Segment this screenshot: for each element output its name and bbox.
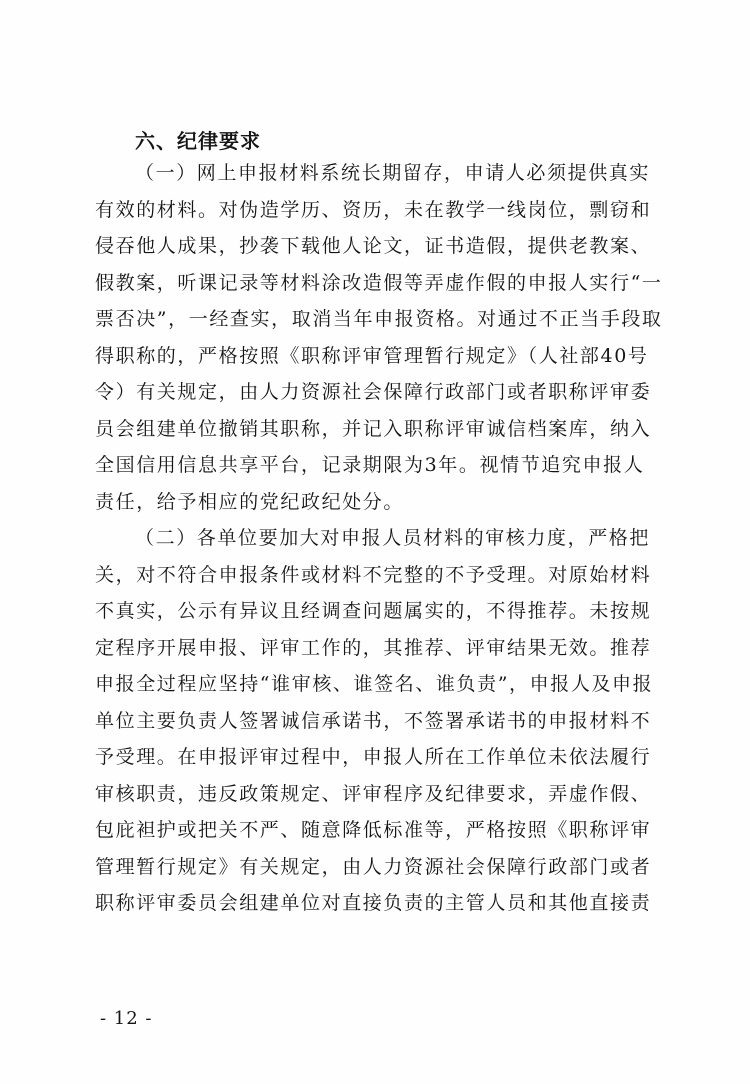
text-line: 票否决”，一经查实，取消当年申报资格。对通过不正当手段取 [95,308,663,330]
text-line: 有效的材料。对伪造学历、资历，未在教学一线岗位，剽窃和 [95,198,652,221]
text-line: 不真实，公示有异议且经调查问题属实的，不得推荐。未按规 [95,600,652,622]
text-line: 假教案，听课记录等材料涂改造假等弄虚作假的申报人实行“一 [95,271,663,294]
text-line: （二）各单位要加大对申报人员材料的审核力度，严格把 [135,527,651,549]
text-line: 责任，给予相应的党纪政纪处分。 [95,490,405,513]
text-line: 申报全过程应坚持“谁审核、谁签名、谁负责”，申报人及申报 [95,673,654,695]
text-line: 定程序开展申报、评审工作的，其推荐、评审结果无效。推荐 [95,636,652,659]
text-line: 予受理。在申报评审过程中，申报人所在工作单位未依法履行 [95,746,652,768]
section-heading: 六、纪律要求 [135,129,261,153]
text-line: 侵吞他人成果，抄袭下载他人论文，证书造假，提供老教案、 [95,235,652,257]
text-line: （一）网上申报材料系统长期留存，申请人必须提供真实 [135,162,651,184]
text-line: 审核职责，违反政策规定、评审程序及纪律要求，弄虚作假、 [95,782,652,805]
text-line: 关，对不符合申报条件或材料不完整的不予受理。对原始材料 [95,563,652,586]
text-line: 令）有关规定，由人力资源社会保障行政部门或者职称评审委 [95,381,652,403]
text-line: 包庇袒护或把关不严、随意降低标准等，严格按照《职称评审 [95,819,652,841]
text-line: 得职称的，严格按照《职称评审管理暂行规定》（人社部40号 [95,344,649,367]
text-line: 单位主要负责人签署诚信承诺书，不签署承诺书的申报材料不 [95,709,652,732]
text-line: 职称评审委员会组建单位对直接负责的主管人员和其他直接责 [95,892,652,914]
page-number: - 12 - [100,1008,153,1029]
body-text [95,155,665,922]
text-line: 管理暂行规定》有关规定，由人力资源社会保障行政部门或者 [95,855,652,878]
text-line: 员会组建单位撤销其职称，并记入职称评审诚信档案库，纳入 [95,417,652,440]
text-line: 全国信用信息共享平台，记录期限为3年。视情节追究申报人 [95,454,645,476]
